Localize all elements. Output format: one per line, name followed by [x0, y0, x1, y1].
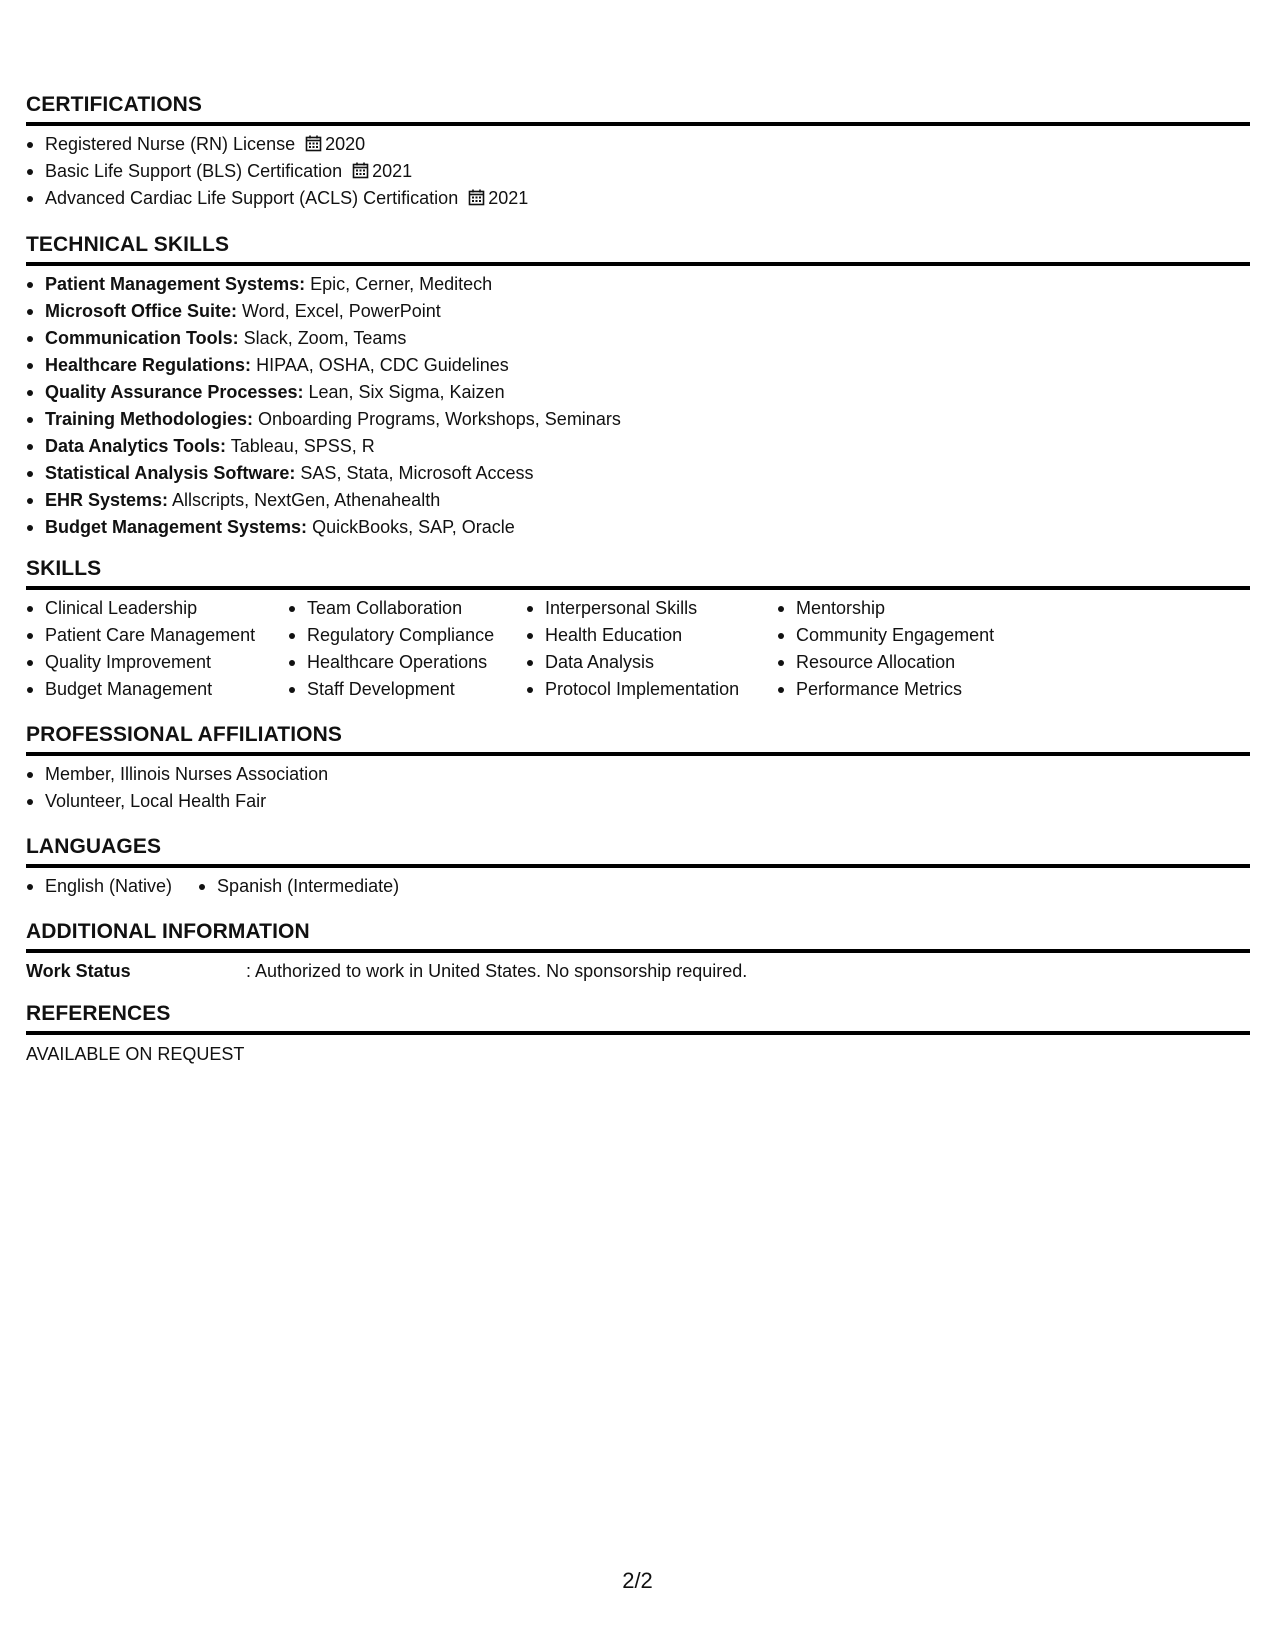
technical-skill-label: Communication Tools: — [45, 328, 239, 348]
section-title-references: REFERENCES — [26, 1002, 171, 1025]
skills-section — [26, 556, 1250, 703]
technical-skill-label: Statistical Analysis Software: — [45, 463, 296, 483]
technical-skill-item — [26, 298, 1250, 325]
technical-skill-label: EHR Systems: — [45, 490, 169, 510]
technical-skill-value: HIPAA, OSHA, CDC Guidelines — [251, 355, 509, 375]
section-divider — [26, 949, 1250, 953]
technical-skill-value: Tableau, SPSS, R — [226, 436, 375, 456]
technical-skill-label: Healthcare Regulations: — [45, 355, 252, 375]
certification-item — [26, 158, 1250, 185]
references-section — [26, 1001, 1250, 1068]
skill-item: Clinical Leadership — [26, 595, 288, 622]
section-divider — [26, 122, 1250, 126]
certifications-list — [26, 131, 1250, 212]
skill-item: Protocol Implementation — [526, 676, 777, 703]
technical-skill-item — [26, 487, 1250, 514]
technical-skill-label: Microsoft Office Suite: — [45, 301, 238, 321]
skills-column — [526, 595, 777, 703]
skills-grid — [26, 595, 1250, 703]
references-text: AVAILABLE ON REQUEST — [26, 1044, 245, 1064]
skill-item: Interpersonal Skills — [526, 595, 777, 622]
section-title-additional-info: ADDITIONAL INFORMATION — [26, 920, 310, 943]
skill-item: Resource Allocation — [777, 649, 1077, 676]
skill-item: Patient Care Management — [26, 622, 288, 649]
skill-item: Quality Improvement — [26, 649, 288, 676]
section-divider — [26, 864, 1250, 868]
skill-item: Regulatory Compliance — [288, 622, 526, 649]
certification-item — [26, 131, 1250, 158]
certification-item — [26, 185, 1250, 212]
skill-item: Mentorship — [777, 595, 1077, 622]
technical-skill-label: Training Methodologies: — [45, 409, 253, 429]
skill-item: Budget Management — [26, 676, 288, 703]
calendar-icon — [352, 162, 369, 179]
certification-year: 2020 — [325, 134, 366, 154]
technical-skill-value: Slack, Zoom, Teams — [238, 328, 407, 348]
technical-skill-value: Allscripts, NextGen, Athenahealth — [168, 490, 441, 510]
technical-skill-label: Quality Assurance Processes: — [45, 382, 304, 402]
technical-skills-section — [26, 232, 1250, 541]
page-number: 2/2 — [622, 1568, 653, 1593]
skill-item: Team Collaboration — [288, 595, 526, 622]
technical-skills-list — [26, 271, 1250, 541]
work-status-row — [26, 958, 1250, 985]
certification-name: Basic Life Support (BLS) Certification — [45, 161, 343, 181]
technical-skill-value: QuickBooks, SAP, Oracle — [307, 517, 515, 537]
languages-section — [26, 834, 1250, 900]
skill-item: Data Analysis — [526, 649, 777, 676]
technical-skill-label: Budget Management Systems: — [45, 517, 308, 537]
language-item: English (Native) — [26, 873, 172, 900]
technical-skill-item — [26, 325, 1250, 352]
certification-name: Advanced Cardiac Life Support (ACLS) Certification — [45, 188, 459, 208]
section-title-skills: SKILLS — [26, 557, 102, 580]
affiliations-section — [26, 722, 1250, 815]
skill-item: Staff Development — [288, 676, 526, 703]
skills-column — [26, 595, 288, 703]
technical-skill-label: Patient Management Systems: — [45, 274, 306, 294]
calendar-icon — [305, 135, 322, 152]
technical-skill-item — [26, 406, 1250, 433]
affiliation-item: Volunteer, Local Health Fair — [26, 788, 1250, 815]
certifications-section — [26, 92, 1250, 212]
languages-list — [26, 873, 1250, 900]
affiliations-list — [26, 761, 1250, 815]
certification-year: 2021 — [372, 161, 413, 181]
technical-skill-value: Onboarding Programs, Workshops, Seminars — [253, 409, 621, 429]
additional-info-section — [26, 919, 1250, 985]
skill-item: Performance Metrics — [777, 676, 1077, 703]
certification-year: 2021 — [488, 188, 529, 208]
affiliation-item: Member, Illinois Nurses Association — [26, 761, 1250, 788]
skill-item: Health Education — [526, 622, 777, 649]
technical-skill-value: Epic, Cerner, Meditech — [305, 274, 493, 294]
technical-skill-value: SAS, Stata, Microsoft Access — [295, 463, 534, 483]
technical-skill-item — [26, 433, 1250, 460]
section-title-affiliations: PROFESSIONAL AFFILIATIONS — [26, 723, 342, 746]
section-divider — [26, 1031, 1250, 1035]
section-title-technical-skills: TECHNICAL SKILLS — [26, 233, 230, 256]
section-title-certifications: CERTIFICATIONS — [26, 93, 203, 116]
skills-column — [288, 595, 526, 703]
skills-column — [777, 595, 1077, 703]
skill-item: Healthcare Operations — [288, 649, 526, 676]
technical-skill-item — [26, 514, 1250, 541]
work-status-value: : Authorized to work in United States. No sponsorship required. — [246, 961, 748, 981]
certification-name: Registered Nurse (RN) License — [45, 134, 296, 154]
section-divider — [26, 586, 1250, 590]
technical-skill-item — [26, 352, 1250, 379]
section-divider — [26, 752, 1250, 756]
calendar-icon — [468, 189, 485, 206]
work-status-label: Work Status — [26, 961, 131, 981]
technical-skill-item — [26, 460, 1250, 487]
technical-skill-item — [26, 379, 1250, 406]
section-divider — [26, 262, 1250, 266]
section-title-languages: LANGUAGES — [26, 835, 162, 858]
language-item: Spanish (Intermediate) — [198, 873, 399, 900]
technical-skill-label: Data Analytics Tools: — [45, 436, 227, 456]
technical-skill-value: Lean, Six Sigma, Kaizen — [303, 382, 505, 402]
skill-item: Community Engagement — [777, 622, 1077, 649]
technical-skill-item — [26, 271, 1250, 298]
technical-skill-value: Word, Excel, PowerPoint — [237, 301, 441, 321]
